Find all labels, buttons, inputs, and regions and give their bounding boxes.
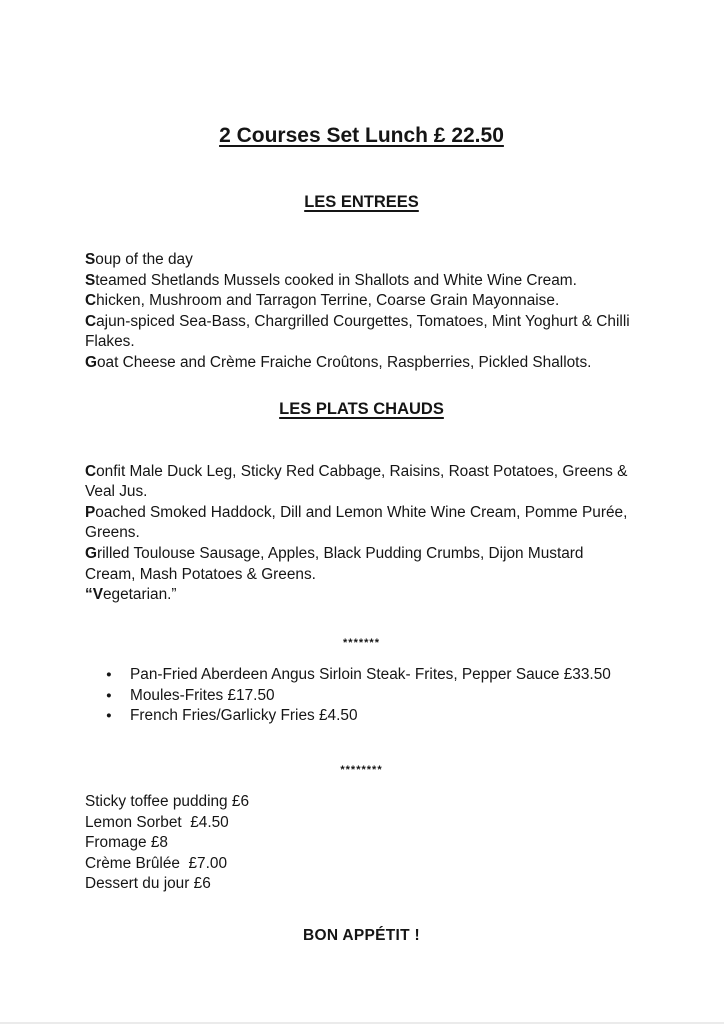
supplements-list <box>85 665 638 727</box>
supplement-item <box>85 665 638 686</box>
plat-item-text: rilled Toulouse Sausage, Apples, Black Pudding Crumbs, Dijon Mustard Cream, Mash Potatoes & Greens. <box>85 544 588 583</box>
supplement-item <box>85 706 638 727</box>
supplement-item-text: Pan-Fried Aberdeen Angus Sirloin Steak- Frites, Pepper Sauce £33.50 <box>130 665 611 683</box>
plat-item <box>85 503 638 544</box>
plat-item <box>85 544 638 585</box>
bullet-icon: ● <box>106 710 112 722</box>
dessert-item: Sticky toffee pudding £6 <box>85 793 249 811</box>
plats-heading: LES PLATS CHAUDS <box>279 399 444 418</box>
entree-item-text: oup of the day <box>95 251 193 268</box>
entrees-heading: LES ENTREES <box>304 193 419 211</box>
asterisk-separator: ******* <box>343 636 380 649</box>
entree-item <box>85 312 638 353</box>
plat-item-lead: C <box>85 462 97 480</box>
plat-item-text: egetarian.” <box>102 586 177 604</box>
plat-item-vegetarian <box>85 585 638 606</box>
entree-item-lead: C <box>85 312 97 330</box>
entree-item-lead: C <box>85 292 97 310</box>
dessert-item: Lemon Sorbet £4.50 <box>85 813 229 831</box>
plat-item-lead: P <box>85 503 96 521</box>
entree-item <box>85 271 638 292</box>
dessert-item: Fromage £8 <box>85 834 168 852</box>
bullet-icon: ● <box>106 689 112 701</box>
entree-item <box>85 291 638 312</box>
bullet-icon: ● <box>106 668 112 680</box>
asterisk-separator: ******** <box>340 764 383 777</box>
entree-item-text: oat Cheese and Crème Fraiche Croûtons, Raspberries, Pickled Shallots. <box>96 353 592 371</box>
menu-title: 2 Courses Set Lunch £ 22.50 <box>219 124 504 147</box>
entrees-list <box>85 250 638 374</box>
plat-item-lead: “V <box>85 586 103 604</box>
desserts-list <box>85 792 638 895</box>
entree-item-lead: G <box>85 353 97 371</box>
dessert-item: Crème Brûlée £7.00 <box>85 854 228 872</box>
bon-appetit-note: BON APPÉTIT ! <box>303 927 420 945</box>
entree-item <box>85 250 638 271</box>
entree-item-lead: S <box>85 271 96 289</box>
supplement-item-text: French Fries/Garlicky Fries £4.50 <box>130 707 358 725</box>
entree-item-text: teamed Shetlands Mussels cooked in Shallots and White Wine Cream. <box>95 271 577 289</box>
entree-item-text: hicken, Mushroom and Tarragon Terrine, Coarse Grain Mayonnaise. <box>96 292 560 310</box>
plat-item-text: onfit Male Duck Leg, Sticky Red Cabbage, Raisins, Roast Potatoes, Greens & Veal Jus. <box>85 462 632 501</box>
dessert-item: Dessert du jour £6 <box>85 875 211 893</box>
plat-item <box>85 462 638 503</box>
supplement-item <box>85 686 638 707</box>
entree-item-text: ajun-spiced Sea-Bass, Chargrilled Courgettes, Tomatoes, Mint Yoghurt & Chilli Flakes. <box>85 312 634 351</box>
supplement-item-text: Moules-Frites £17.50 <box>130 686 275 704</box>
plat-item-text: oached Smoked Haddock, Dill and Lemon White Wine Cream, Pomme Purée, Greens. <box>85 503 632 542</box>
entree-item-lead: S <box>85 251 96 268</box>
plat-item-lead: G <box>85 544 97 562</box>
entree-item <box>85 353 638 374</box>
plats-list <box>85 462 638 606</box>
